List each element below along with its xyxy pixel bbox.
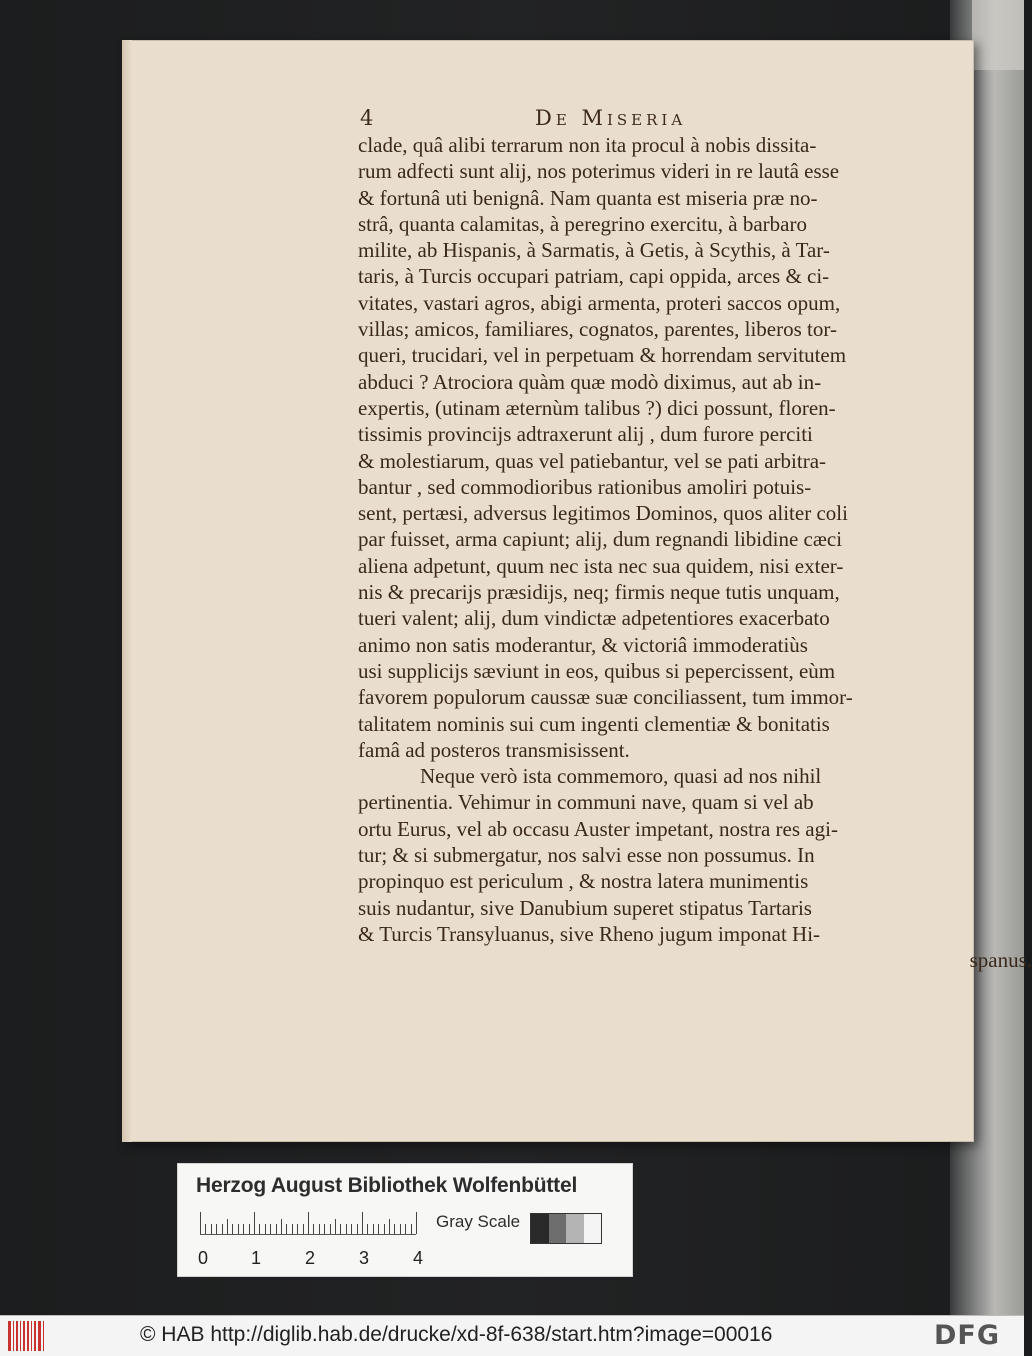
footer-bar [0,1315,1024,1356]
text-line: ortu Eurus, vel ab occasu Auster impetant, nostra res agi- [358,816,838,841]
ruler-tick [265,1224,266,1234]
gray-scale-label: Gray Scale [436,1212,521,1231]
text-line: tur; & si submergatur, nos salvi esse non possumus. In [358,843,815,868]
ruler-tick [232,1224,233,1234]
ruler-tick [297,1224,298,1234]
text-line: tueri valent; alij, dum vindictæ adpetentiores exacerbato [358,606,830,631]
barcode-icon [8,1321,44,1351]
ruler-tick [373,1224,374,1234]
ruler-tick [308,1212,309,1234]
page-edge [122,40,132,1142]
text-line: clade, quâ alibi terrarum non ita procul à nobis dissita- [358,133,817,157]
ruler-tick [324,1224,325,1234]
ruler-tick [205,1224,206,1234]
gray-swatch [584,1214,602,1243]
ruler-tick [276,1224,277,1234]
ruler-tick [400,1224,401,1234]
ruler-tick [405,1224,406,1234]
ruler-number: 4 [413,1248,424,1268]
ruler-tick [286,1224,287,1234]
backing-board-corner [972,0,1024,70]
ruler-tick [227,1219,228,1234]
ruler-tick [357,1224,358,1234]
text-line: & fortunâ uti benignâ. Nam quanta est miseria præ no- [358,185,818,210]
color-chart-card [177,1163,633,1277]
text-line: favorem populorum caussæ suæ conciliassent, tum immor- [358,685,853,710]
ruler-tick [211,1224,212,1234]
ruler-tick [222,1224,223,1234]
ruler-tick [313,1224,314,1234]
text-line: tissimis provincijs adtraxerunt alij , dum furore perciti [358,422,813,447]
ruler-tick [200,1212,201,1234]
ruler-tick [270,1224,271,1234]
text-line: milite, ab Hispanis, à Sarmatis, à Getis, à Scythis, à Tar- [358,238,830,263]
text-line: bantur , sed commodioribus rationibus amoliri potuis- [358,474,812,499]
institution-name: Herzog August Bibliothek Wolfenbüttel [196,1174,578,1197]
ruler-tick [303,1224,304,1234]
text-line: sent, pertæsi, adversus legitimos Dominos, quos aliter coli [358,501,848,526]
ruler-tick [249,1224,250,1234]
text-line: taris, à Turcis occupari patriam, capi oppida, arces & ci- [358,264,830,289]
text-line: aliena adpetunt, quum nec ista nec sua quidem, nisi exter- [358,553,844,578]
ruler-tick [389,1219,390,1234]
ruler-tick [340,1224,341,1234]
ruler-tick [216,1224,217,1234]
gray-scale-swatches [530,1213,602,1244]
ruler-number: 3 [359,1248,370,1268]
ruler-tick [335,1219,336,1234]
ruler-tick [416,1212,417,1234]
book-page [122,40,1032,1142]
text-line: spanus. [969,948,1032,973]
ruler-tick [281,1219,282,1234]
text-line: suis nudantur, sive Danubium superet stipatus Tartaris [358,895,812,920]
ruler-tick [378,1224,379,1234]
copyright-url[interactable]: © HAB http://diglib.hab.de/drucke/xd-8f-638/start.htm?image=00016 [140,1323,773,1346]
ruler-tick [346,1224,347,1234]
ruler-number: 1 [251,1248,262,1268]
text-line: animo non satis moderantur, & victoriâ immoderatiùs [358,632,808,657]
ruler-tick [259,1224,260,1234]
gray-swatch [531,1214,549,1243]
text-line: nis & precarijs præsidijs, neq; firmis neque tutis unquam, [358,580,840,605]
text-line: par fuisset, arma capiunt; alij, dum regnandi libidine cæci [358,527,843,552]
text-line: famâ ad posteros transmisissent. [358,737,630,762]
text-line: abduci ? Atrociora quàm quæ modò diximus, aut ab in- [358,369,822,394]
text-line: pertinentia. Vehimur in communi nave, quam si vel ab [358,790,814,815]
ruler-tick [384,1224,385,1234]
text-line: usi supplicijs sæviunt in eos, quibus si pepercissent, eùm [358,658,836,683]
ruler-tick [292,1224,293,1234]
text-line: vitates, vastari agros, abigi armenta, proteri saccos opum, [358,290,841,315]
text-line: talitatem nominis sui cum ingenti clementiæ & bonitatis [358,711,830,736]
running-title: De Miseria [535,106,687,130]
text-line: rum adfecti sunt alij, nos poterimus videri in re lautâ esse [358,159,840,184]
page-number: 4 [360,106,374,130]
dfg-logo: DFG [934,1320,1001,1351]
ruler-tick [238,1224,239,1234]
scale-ruler [200,1212,416,1235]
text-line: propinquo est periculum , & nostra latera munimentis [358,869,809,894]
text-line: villas; amicos, familiares, cognatos, parentes, liberos tor- [358,317,837,342]
ruler-tick [367,1224,368,1234]
ruler-number: 0 [198,1248,209,1268]
text-line: & molestiarum, quas vel patiebantur, vel se pati arbitra- [358,448,827,473]
text-line: strâ, quanta calamitas, à peregrino exercitu, à barbaro [358,211,807,236]
gray-swatch [549,1214,567,1243]
gray-swatch [566,1214,584,1243]
ruler-tick [351,1224,352,1234]
ruler-tick [319,1224,320,1234]
ruler-tick [362,1212,363,1234]
ruler-tick [330,1224,331,1234]
text-line: & Turcis Transyluanus, sive Rheno jugum imponat Hi- [358,921,821,946]
text-line: Neque verò ista commemoro, quasi ad nos nihil [420,764,822,789]
ruler-tick [243,1224,244,1234]
ruler-tick [411,1224,412,1234]
ruler-number: 2 [305,1248,316,1268]
page-body-text [358,132,1032,974]
text-line: queri, trucidari, vel in perpetuam & horrendam servitutem [358,343,847,368]
ruler-tick [394,1224,395,1234]
text-line: expertis, (utinam æternùm talibus ?) dici possunt, floren- [358,395,836,420]
ruler-tick [254,1212,255,1234]
